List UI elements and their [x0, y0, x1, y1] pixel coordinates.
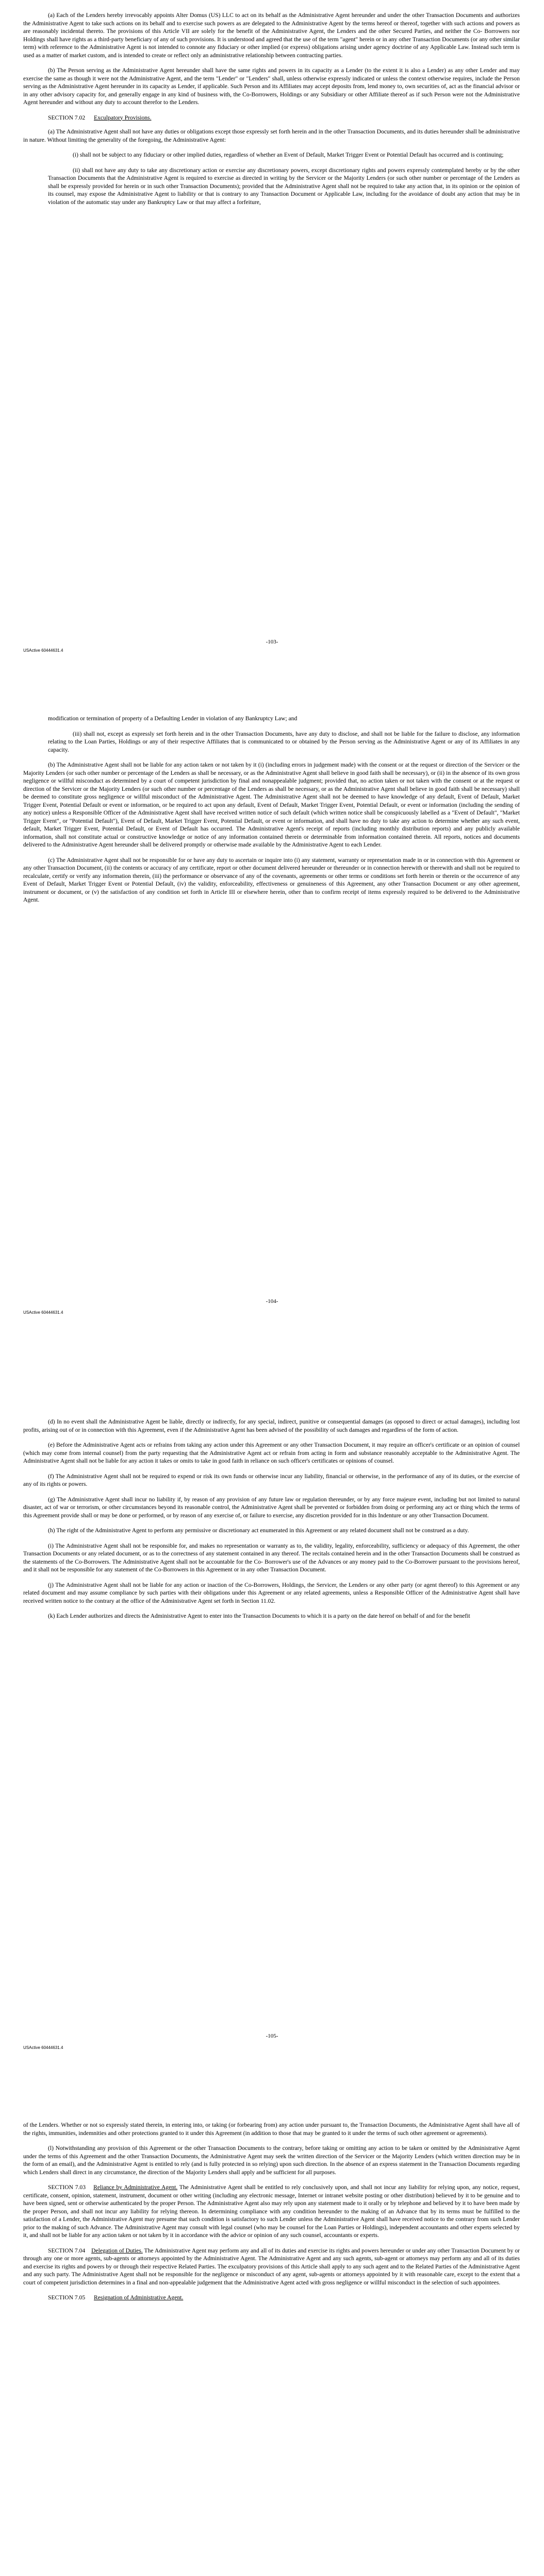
- section-7-05-heading: [23, 2294, 520, 2302]
- section-title: Resignation of Administrative Agent.: [94, 2294, 184, 2301]
- page-content: [23, 1418, 520, 1628]
- paragraph-7-02-d: (d) In no event shall the Administrative Agent be liable, directly or indirectly, for any special, indirect, punitive or consequential damages (as opposed to direct or actual damages), including lost profits, arising out of or in connection with this Agreement, even if the Administrative Agent has been advised of the possibility of such damages and regardless of the form of action.: [23, 1418, 520, 1433]
- paragraph-7-02-h: (h) The right of the Administrative Agent to perform any permissive or discretionary act enumerated in this Agreement or any related document shall not be construed as a duty.: [48, 1527, 469, 1534]
- section-number: SECTION 7.04: [48, 2247, 86, 2254]
- paragraph-7-02-l: (l) Notwithstanding any provision of this Agreement or the other Transaction Documents to the contrary, before taking or omitting any action to be taken or omitted by the Administrative Agent under the terms of this Agreement and the other Transaction Documents, the Administrative Agent may seek the written direction of the Servicer or the Majority Lenders (which written direction may be in the form of an email), and the Administrative Agent is entitled to rely (and is fully protected in so relying) upon such direction. In the absence of an express statement in the Transaction Documents regarding which Lenders shall direct in any circumstance, the direction of the Majority Lenders shall apply and be sufficient for all purposes.: [23, 2145, 520, 2176]
- page-103: [0, 0, 544, 703]
- paragraph-7-02-k: (k) Each Lender authorizes and directs the Administrative Agent to enter into the Transaction Documents to which it is a party on the date hereof on behalf of and for the benefit: [48, 1613, 470, 1619]
- section-text: The Administrative Agent shall be entitled to rely conclusively upon, and shall not incur any liability for relying upon, any notice, request, certificate, consent, opinion, statement, instrument, document or other writing (including any electronic message, Internet or intranet website posting or other distribution) believed by it to be genuine and to have been signed, sent or otherwise authenticated by the proper Person. The Administrative Agent also may rely upon any statement made to it orally or by telephone and believed by it to have been made by the proper Person, and shall not incur any liability for relying thereon. In determining compliance with any condition hereunder to the making of an Advance that by its terms must be fulfilled to the satisfaction of a Lender, the Administrative Agent may presume that such condition is satisfactory to such Lender unless the Administrative Agent shall have received notice to the contrary from such Lender prior to the making of such Advance. The Administrative Agent may consult with legal counsel (who may be counsel for the Loan Parties or Holdings), independent accountants and other experts selected by it, and shall not be liable for any action taken or not taken by it in accordance with the advice or opinion of any such counsel, accountants or experts.: [23, 2184, 520, 2239]
- section-text: The Administrative Agent may perform any and all of its duties and exercise its rights and powers hereunder or under any other Transaction Document by or through any one or more agents, sub-agents or attorneys appointed by the Administrative Agent. The Administrative Agent and any such agents, sub-agent or attorneys may perform any and all of its duties and exercise its rights and powers by or through their respective Related Parties. The exculpatory provisions of this Article shall apply to any such agent and to the Related Parties of the Administrative Agent and any such party. The Administrative Agent shall not be responsible for the negligence or misconduct of any agent, sub-agents or attorneys appointed by it with reasonable care, except to the extent that a court of competent jurisdiction determines in a final and non-appealable judgement that the Administrative Agent acted with gross negligence or willful misconduct in the selection of such appointees.: [23, 2247, 520, 2286]
- page-106: [0, 2110, 544, 2576]
- paragraph-7-02-f: (f) The Administrative Agent shall not be required to expend or risk its own funds or otherwise incur any liability, financial or otherwise, in the performance of any of its duties, or the exercise of any of its rights or powers.: [23, 1472, 520, 1487]
- section-number: SECTION 7.03: [48, 2184, 86, 2191]
- paragraph-7-02-a-ii: (ii) shall not have any duty to take any discretionary action or exercise any discretionary powers, except discretionary rights and powers expressly contemplated hereby or by the other Transaction Documents that the Administrative Agent is required to exercise as directed in writing by the Servicer or the Majority Lenders (or such other number or percentage of the Lenders as shall be expressly provided for herein or in such other Transaction Documents); provided that the Administrative Agent shall not be required to take any action that, in its opinion or the opinion of its counsel, may expose the Administrative Agent to liability or that is contrary to any Transaction Document or Applicable Law, including for the avoidance of doubt any action that may be in violation of the automatic stay under any Bankruptcy Law or that may affect a forfeiture,: [48, 166, 520, 206]
- page-content: [23, 11, 520, 213]
- paragraph-7-02-a-iii: (iii) shall not, except as expressly set forth herein and in the other Transaction Documents, have any duty to disclose, and shall not be liable for the failure to disclose, any information relating to the Loan Parties, Holdings or any of their respective Affiliates that is communicated to or obtained by the Person serving as the Administrative Agent or any of its Affiliates in any capacity.: [48, 730, 520, 753]
- page-content: [23, 2121, 520, 2308]
- paragraph-7-02-j: (j) The Administrative Agent shall not be liable for any action or inaction of the Co-Borrowers, Holdings, the Servicer, the Lenders or any other party (or agent thereof) to this Agreement or any related document and may assume compliance by such parties with their obligations under this Agreement or any related agreements, unless a Responsible Officer of the Administrative Agent shall have received written notice to the contrary at the office of the Administrative Agent set forth in Section 11.02.: [23, 1581, 520, 1604]
- page-105: [0, 1406, 544, 2110]
- section-7-04: [23, 2247, 520, 2287]
- section-title: Exculpatory Provisions.: [94, 114, 152, 121]
- section-number: SECTION 7.02: [48, 114, 86, 121]
- paragraph-7-01-a: (a) Each of the Lenders hereby irrevocably appoints Alter Domus (US) LLC to act on its behalf as the Administrative Agent hereunder and under the other Transaction Documents and authorizes the Administrative Agent to take such actions on its behalf and to exercise such powers as are delegated to the Administrative Agent by the terms hereof or thereof, together with such actions and powers as are reasonably incidental thereto. The provisions of this Article VII are solely for the benefit of the Administrative Agent, the Lenders and the other Secured Parties, and neither the Co- Borrowers nor Holdings shall have rights as a third-party beneficiary of any of such provisions. It is understood and agreed that the use of the term "agent" herein or in any other Transaction Documents (or any other similar term) with reference to the Administrative Agent is not intended to connote any fiduciary or other implied (or express) obligations arising under agency doctrine of any Applicable Law. Instead such term is used as a matter of market custom, and is intended to create or reflect only an administrative relationship between contracting parties.: [23, 12, 520, 59]
- paragraph-7-02-a-i: (i) shall not be subject to any fiduciary or other implied duties, regardless of whether an Event of Default, Market Trigger Event or Potential Default has occurred and is continuing;: [73, 151, 504, 158]
- paragraph-7-02-c: (c) The Administrative Agent shall not be responsible for or have any duty to ascertain or inquire into (i) any statement, warranty or representation made in or in connection with this Agreement or any other Transaction Document, (ii) the contents or accuracy of any certificate, report or other document delivered hereunder or thereunder or in connection herewith or therewith and shall not be required to recalculate, certify or verify any information therein, (iii) the performance or observance of any of the covenants, agreements or other terms or conditions set forth herein or therein or the occurrence of any Event of Default, Market Trigger Event or Potential Default, (iv) the validity, enforceability, effectiveness or genuineness of this Agreement, any other Transaction Document or any other agreement, instrument or document, or (v) the satisfaction of any condition set forth in Article III or elsewhere herein, other than to confirm receipt of items expressly required to be delivered to the Administrative Agent.: [23, 856, 520, 903]
- page-104: [0, 703, 544, 1406]
- paragraph-7-02-b: (b) The Administrative Agent shall not be liable for any action taken or not taken by it (i) (including errors in judgement made) with the consent or at the request or direction of the Servicer or the Majority Lenders (or such other number or percentage of the Lenders as shall be necessary, or as the Administrative Agent shall believe in good faith shall be necessary), or (ii) in the absence of its own gross negligence or willful misconduct as determined by a court of competent jurisdiction by final and nonappealable judgment; provided that, no action taken or not taken with the consent or at the request or direction of the Servicer or the Majority Lenders (or such other number or percentage of the Lenders as shall be necessary, or as the Administrative Agent shall believe in good faith shall be necessary) shall be deemed to constitute gross negligence or willful misconduct of the Administrative Agent. The Administrative Agent shall not be deemed to have knowledge of any default, Event of Default, Market Trigger Event, Potential Default or event or information, or be required to act upon any default, Event of Default, Market Trigger Event, Potential Default, or event or information (including the sending of any notice) unless a Responsible Officer of the Administrative Agent shall have received written notice of such default (which written notice shall be conspicuously labelled as a "Event of Default", "Market Trigger Event", or "Potential Default"), Event of Default, Market Trigger Event, Potential Default, or event or information, and shall have no duty to take any action to determine whether any such event, default, Market Trigger Event, Potential Default, or Event of Default has occurred. The Administrative Agent's receipt of reports (including monthly distribution reports) and any publicly available information, shall not constitute actual or constructive knowledge or notice of any information contained therein or determinable from information contained therein. All reports, notices and documents delivered to the Administrative Agent hereunder shall be delivered promptly or otherwise made available by the Administrative Agent to each Lender.: [23, 761, 520, 848]
- page-number: -103-: [266, 639, 278, 645]
- page-number: -104-: [266, 1298, 278, 1304]
- document-id: USActive 60444631.4: [23, 648, 63, 653]
- document-id: USActive 60444631.4: [23, 2045, 63, 2050]
- section-title: Delegation of Duties.: [91, 2247, 143, 2254]
- paragraph-7-02-e: (e) Before the Administrative Agent acts or refrains from taking any action under this Agreement or any other Transaction Document, it may require an officer's certificate or an opinion of counsel (which may come from internal counsel) from the party requesting that the Administrative Agent act or refrain from acting in form and substance reasonably acceptable to the Administrative Agent. The Administrative Agent shall not be liable for any action it takes or omits to take in good faith in reliance on such officer's certificates or opinions of counsel.: [23, 1442, 520, 1464]
- section-7-03: [23, 2183, 520, 2240]
- page-number: -105-: [266, 2033, 278, 2039]
- section-7-02-heading: [23, 114, 520, 122]
- paragraph-7-01-b: (b) The Person serving as the Administrative Agent hereunder shall have the same rights and powers in its capacity as a Lender (to the extent it is also a Lender) as any other Lender and may exercise the same as though it were not the Administrative Agent, and the term "Lender" or "Lenders" shall, unless otherwise expressly indicated or unless the context otherwise requires, include the Person serving as the Administrative Agent hereunder in its capacity as Lender, if applicable. Such Person and its Affiliates may accept deposits from, lend money to, own securities of, act as the financial advisor or in any other advisory capacity for, and generally engage in any kind of business with, the Co-Borrowers, Holdings or any Subsidiary or other Affiliate thereof as if such Person were not the Administrative Agent hereunder and without any duty to account therefor to the Lenders.: [23, 67, 520, 106]
- document-id: USActive 60444631.4: [23, 1310, 63, 1315]
- page-content: [23, 715, 520, 911]
- section-title: Reliance by Administrative Agent.: [93, 2184, 178, 2191]
- paragraph-continued: of the Lenders. Whether or not so expressly stated therein, in entering into, or taking (or forbearing from) any action under pursuant to, the Transaction Documents, the Administrative Agent shall have all of the rights, immunities, indemnities and other protections granted to it under this Agreement (in addition to those that may be granted to it under the terms of such other agreement or agreements).: [23, 2122, 520, 2137]
- section-number: SECTION 7.05: [48, 2294, 86, 2301]
- paragraph-7-02-g: (g) The Administrative Agent shall incur no liability if, by reason of any provision of any future law or regulation thereunder, or by any force majeure event, including but not limited to natural disaster, act of war or terrorism, or other circumstances beyond its reasonable control, the Administrative Agent shall be prevented or forbidden from doing or performing any act or thing which the terms of this Agreement provide shall or may be done or performed, or by reason of any exercise of, or failure to exercise, any discretion provided for in this Indenture or any other Transaction Document.: [23, 1496, 520, 1519]
- paragraph-7-02-i: (i) The Administrative Agent shall not be responsible for, and makes no representation or warranty as to, the validity, legality, enforceability, sufficiency or adequacy of this Agreement, the other Transaction Documents or any related document, or as to the correctness of any statement contained in any thereof. The recitals contained herein and in the other Transaction Documents shall be construed as the statements of the Co-Borrowers. The Administrative Agent shall not be accountable for the Co- Borrower's use of the Advances or any money paid to the Co-Borrower pursuant to the provisions hereof, and it shall not be responsible for any statement of the Co-Borrowers in this Agreement or in any other Transaction Document.: [23, 1542, 520, 1573]
- paragraph-continued: modification or termination of property of a Defaulting Lender in violation of any Bankruptcy Law; and: [48, 715, 298, 722]
- paragraph-7-02-a: (a) The Administrative Agent shall not have any duties or obligations except those expressly set forth herein and in the other Transaction Documents, and its duties hereunder shall be administrative in nature. Without limiting the generality of the foregoing, the Administrative Agent:: [23, 128, 520, 143]
